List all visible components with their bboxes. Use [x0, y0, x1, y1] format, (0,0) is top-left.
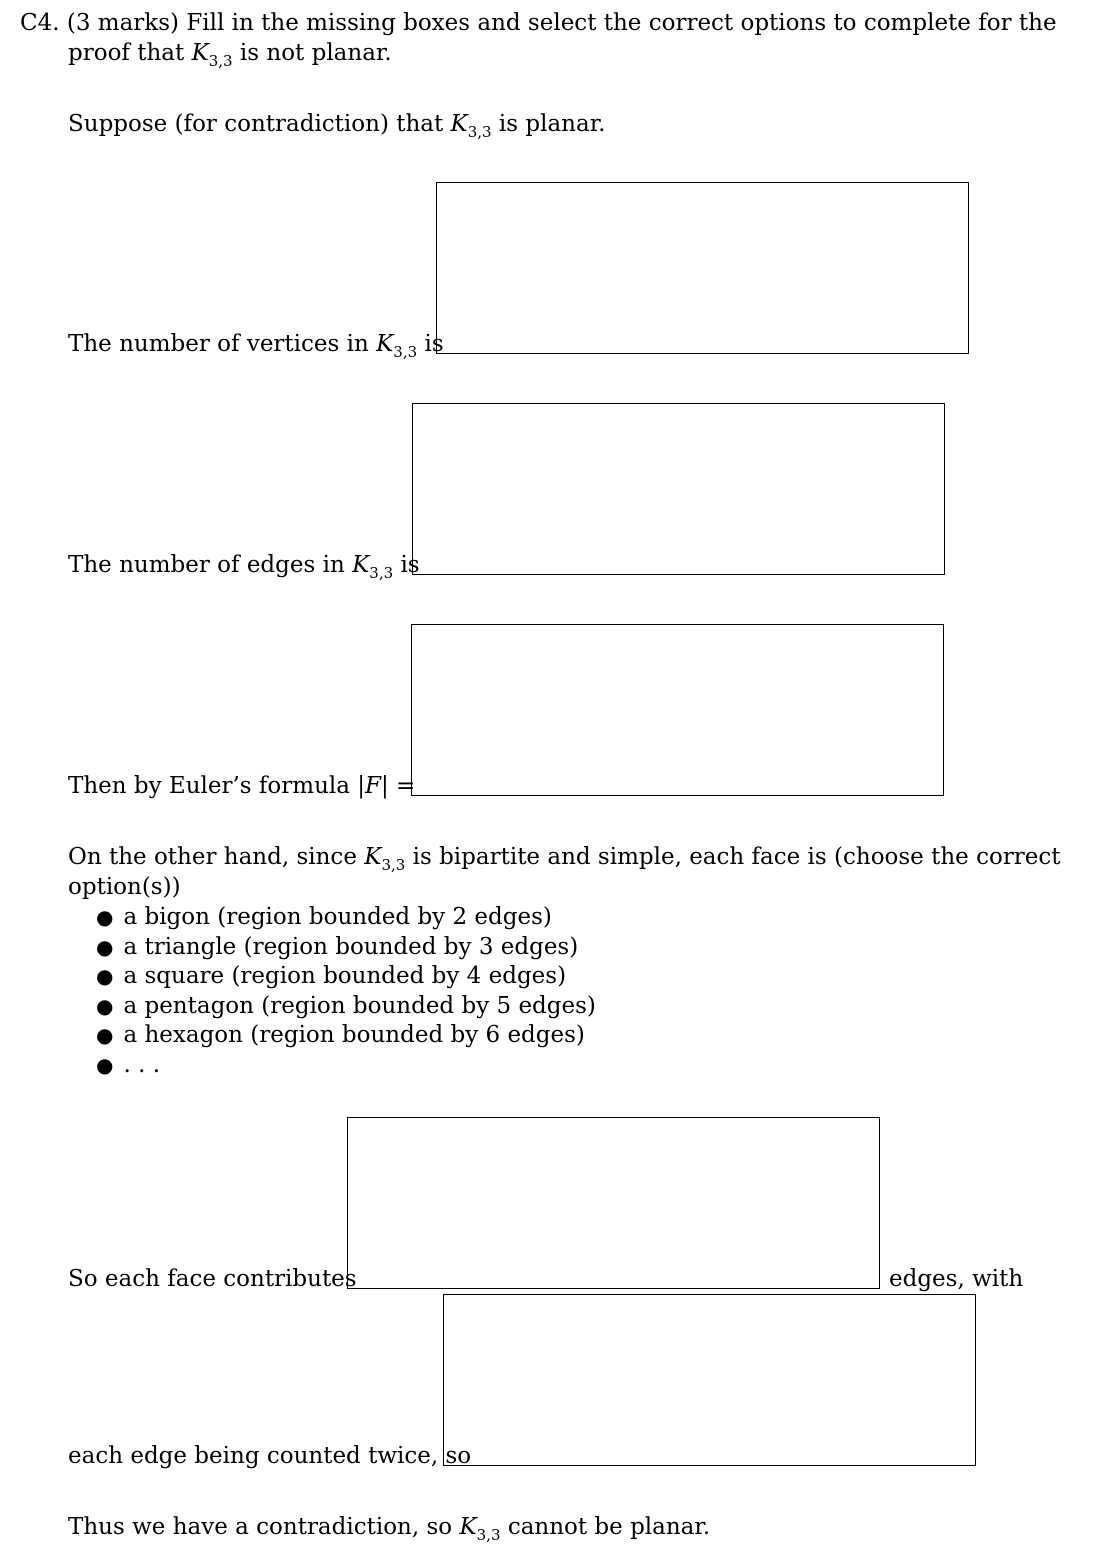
contributes-statement-pre: So each face contributes	[68, 1266, 357, 1292]
faces-expression: |F| =	[357, 773, 416, 799]
graph-symbol: $K_{3,3}$	[376, 331, 418, 361]
option-triangle[interactable]: ● a triangle (region bounded by 3 edges)	[96, 933, 579, 960]
question-marks: (3 marks)	[66, 10, 180, 36]
edges-per-face-answer-box[interactable]	[347, 1117, 880, 1289]
bullet-icon: ●	[96, 934, 114, 959]
vertices-answer-box[interactable]	[436, 182, 969, 354]
option-pentagon[interactable]: ● a pentagon (region bounded by 5 edges)	[96, 992, 596, 1019]
question-instructions: Fill in the missing boxes and select the correct options to complete for the	[186, 10, 1057, 36]
conclusion-statement: Thus we have a contradiction, so $K_{3,3}$ cannot be planar.	[68, 1514, 711, 1544]
bullet-icon: ●	[96, 905, 114, 929]
graph-symbol: $K_{3,3}$	[459, 1514, 501, 1544]
bullet-icon: ●	[96, 1023, 114, 1048]
bullet-icon: ●	[96, 993, 114, 1018]
edges-statement: The number of edges in $K_{3,3}$ is	[68, 552, 420, 582]
bullet-icon: ●	[96, 964, 114, 989]
bipartite-statement-cont: option(s))	[68, 874, 181, 900]
euler-statement: Then by Euler’s formula |F| =	[68, 773, 416, 799]
vertices-statement: The number of vertices in $K_{3,3}$ is	[68, 331, 444, 361]
question-line-2: proof that $K_{3,3}$ is not planar.	[68, 40, 392, 70]
graph-symbol: $K_{3,3}$	[450, 111, 492, 141]
inequality-answer-box[interactable]	[443, 1294, 976, 1466]
graph-symbol: $K_{3,3}$	[191, 40, 233, 70]
graph-symbol: $K_{3,3}$	[352, 552, 394, 582]
contributes-statement-post: edges, with	[889, 1266, 1024, 1292]
suppose-statement: Suppose (for contradiction) that $K_{3,3}$ is planar.	[68, 111, 606, 141]
option-bigon[interactable]: ● a bigon (region bounded by 2 edges)	[96, 904, 552, 930]
bipartite-statement: On the other hand, since $K_{3,3}$ is bipartite and simple, each face is (choose the correct	[68, 844, 1061, 874]
option-hexagon[interactable]: ● a hexagon (region bounded by 6 edges)	[96, 1022, 585, 1049]
option-square[interactable]: ● a square (region bounded by 4 edges)	[96, 963, 567, 990]
graph-symbol: $K_{3,3}$	[364, 844, 406, 874]
face-options-list	[96, 903, 596, 1081]
counted-twice-statement: each edge being counted twice, so	[68, 1443, 472, 1469]
question-number: C4.	[20, 10, 60, 36]
option-ellipsis[interactable]: ● . . .	[96, 1051, 161, 1078]
bullet-icon: ●	[96, 1052, 114, 1077]
edges-answer-box[interactable]	[412, 403, 945, 575]
question-line-1	[20, 12, 1057, 35]
faces-answer-box[interactable]	[411, 624, 944, 796]
